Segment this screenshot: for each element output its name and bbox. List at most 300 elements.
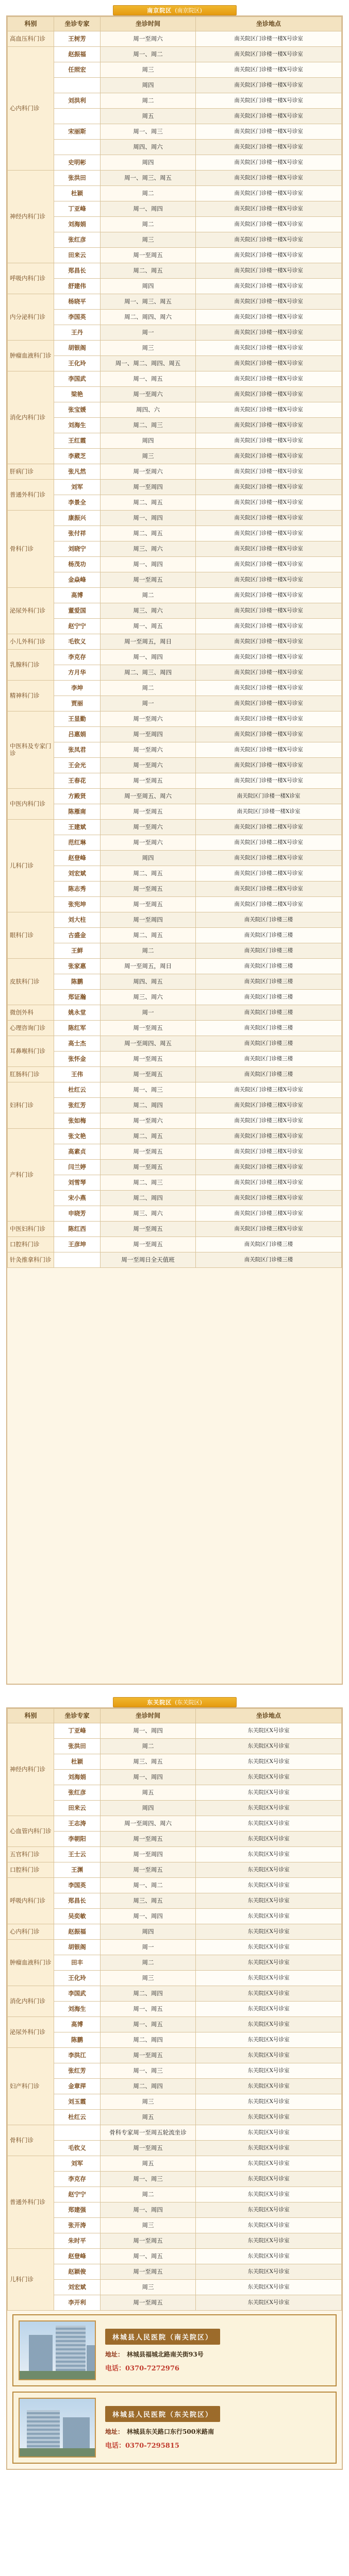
time-cell: 周二 xyxy=(101,93,196,109)
east-ribbon xyxy=(6,1695,343,1709)
table-row xyxy=(8,804,342,820)
time-cell: 周五 xyxy=(101,1785,196,1801)
table-row xyxy=(8,820,342,835)
doctor-cell: 李开利 xyxy=(54,2295,101,2311)
dept-cell: 眼科门诊 xyxy=(8,912,54,959)
table-row xyxy=(8,526,342,541)
dept-cell: 中医妇科门诊 xyxy=(8,1222,54,1237)
table-row xyxy=(8,1144,342,1160)
doctor-cell: 赵登峰 xyxy=(54,851,101,866)
dept-cell: 高血压科门诊 xyxy=(8,31,54,47)
table-row xyxy=(8,1237,342,1252)
location-cell: 南关院区门诊楼一楼X号诊室 xyxy=(196,588,342,603)
location-cell: 南关院区门诊楼二楼X号诊室 xyxy=(196,851,342,866)
table-row xyxy=(8,2218,342,2233)
table-row xyxy=(8,2032,342,2048)
dept-cell: 五官科门诊 xyxy=(8,1847,54,1862)
table-row xyxy=(8,1021,342,1036)
doctor-cell: 张如梅 xyxy=(54,1113,101,1129)
header-dept: 科别 xyxy=(8,1709,54,1723)
table-row xyxy=(8,2249,342,2264)
time-cell: 周一、周三 xyxy=(101,2063,196,2079)
table-row xyxy=(8,1067,342,1082)
dept-cell: 骨科门诊 xyxy=(8,511,54,588)
doctor-cell: 刘海生 xyxy=(54,418,101,433)
table-row xyxy=(8,1971,342,1986)
address-value: 林城县福城北路南关街93号 xyxy=(127,2350,204,2358)
time-cell: 周一 xyxy=(101,325,196,341)
doctor-cell: 张开涛 xyxy=(54,2218,101,2233)
doctor-cell: 王化玲 xyxy=(54,1971,101,1986)
location-cell: 东关院区X号诊室 xyxy=(196,2187,342,2202)
location-cell: 南关院区门诊楼一楼X号诊室 xyxy=(196,62,342,78)
doctor-cell: 毛钦义 xyxy=(54,634,101,650)
doctor-cell: 刘雪琴 xyxy=(54,1175,101,1191)
location-cell: 南关院区门诊楼三楼X号诊室 xyxy=(196,1098,342,1113)
location-cell: 东关院区X号诊室 xyxy=(196,1801,342,1816)
table-row xyxy=(8,511,342,526)
table-row xyxy=(8,201,342,217)
doctor-cell: 杨茂功 xyxy=(54,557,101,572)
table-row xyxy=(8,974,342,990)
table-row xyxy=(8,62,342,78)
doctor-cell: 陈鹏 xyxy=(54,974,101,990)
phone-label: 电话： xyxy=(105,2442,126,2450)
location-cell: 南关院区门诊楼一楼X号诊室 xyxy=(196,681,342,696)
phone-value: 0370-7272976 xyxy=(125,2364,179,2372)
dept-cell: 心内科门诊 xyxy=(8,1924,54,1940)
time-cell: 周一 xyxy=(101,1005,196,1021)
doctor-cell: 赵颖俊 xyxy=(54,2264,101,2280)
table-row xyxy=(8,2156,342,2172)
table-row xyxy=(8,866,342,882)
table-row xyxy=(8,882,342,897)
location-cell: 南关院区门诊楼一楼X号诊室 xyxy=(196,696,342,711)
location-cell: 南关院区门诊楼一楼X号诊室 xyxy=(196,758,342,773)
doctor-cell: 康振兴 xyxy=(54,511,101,526)
table-row xyxy=(8,851,342,866)
doctor-cell: 任照宏 xyxy=(54,62,101,78)
time-cell: 周五 xyxy=(101,109,196,124)
doctor-cell: 方殿贤 xyxy=(54,789,101,804)
time-cell: 周一至周五 xyxy=(101,773,196,789)
table-row xyxy=(8,943,342,959)
doctor-cell: 李国武 xyxy=(54,1986,101,2002)
doctor-cell: 李洪江 xyxy=(54,2048,101,2063)
time-cell: 周一、周三 xyxy=(101,1082,196,1098)
location-cell: 南关院区门诊楼一楼X号诊室 xyxy=(196,402,342,418)
location-cell: 东关院区X号诊室 xyxy=(196,2079,342,2094)
time-cell: 周一、周五 xyxy=(101,2002,196,2017)
time-cell: 周一至周五 xyxy=(101,1237,196,1252)
time-cell: 周三、周五 xyxy=(101,1754,196,1770)
location-cell: 东关院区X号诊室 xyxy=(196,1955,342,1971)
doctor-cell: 杜红云 xyxy=(54,1082,101,1098)
location-cell: 南关院区门诊楼一楼X号诊室 xyxy=(196,665,342,681)
table-row xyxy=(8,1252,342,1268)
time-cell: 周一至周五 xyxy=(101,882,196,897)
time-cell: 周一至周五 xyxy=(101,2295,196,2311)
time-cell: 周一 xyxy=(101,696,196,711)
time-cell: 周四 xyxy=(101,78,196,93)
table-row xyxy=(8,1082,342,1098)
time-cell: 周一至周六 xyxy=(101,711,196,727)
dept-cell: 呼吸内科门诊 xyxy=(8,1878,54,1924)
time-cell: 骨科专家周一至周五轮流坐诊 xyxy=(101,2125,196,2141)
doctor-cell: 王春花 xyxy=(54,773,101,789)
time-cell: 周一至周五，周日 xyxy=(101,959,196,974)
phone-value: 0370-7295815 xyxy=(125,2442,179,2450)
time-cell: 周五 xyxy=(101,2156,196,2172)
location-cell: 东关院区X号诊室 xyxy=(196,2063,342,2079)
address-label: 地址： xyxy=(105,2350,124,2358)
location-cell: 南关院区门诊楼三楼 xyxy=(196,974,342,990)
doctor-cell: 李葳芝 xyxy=(54,449,101,464)
time-cell: 周一、周三 xyxy=(101,2172,196,2187)
time-cell: 周二 xyxy=(101,1955,196,1971)
location-cell: 东关院区X号诊室 xyxy=(196,2280,342,2295)
east-ribbon-subtitle: (东关院区) xyxy=(175,1699,202,1706)
doctor-cell: 宋小燕 xyxy=(54,1191,101,1206)
table-row xyxy=(8,464,342,480)
header-location: 坐诊地点 xyxy=(196,17,342,31)
doctor-cell: 李克存 xyxy=(54,2172,101,2187)
south-header-row xyxy=(8,17,342,31)
east-schedule-table xyxy=(7,1708,342,2311)
table-row xyxy=(8,665,342,681)
doctor-cell: 李国英 xyxy=(54,310,101,325)
time-cell: 周一至周五 xyxy=(101,804,196,820)
doctor-cell: 高博 xyxy=(54,588,101,603)
hospital-building-image xyxy=(19,2320,96,2380)
doctor-cell: 赵宁宁 xyxy=(54,619,101,634)
table-row xyxy=(8,727,342,742)
doctor-cell: 刘军 xyxy=(54,480,101,495)
time-cell: 周一、周五 xyxy=(101,371,196,387)
location-cell: 东关院区X号诊室 xyxy=(196,1878,342,1893)
location-cell: 南关院区门诊楼三楼 xyxy=(196,1067,342,1082)
dept-cell: 中医科及专家门诊 xyxy=(8,711,54,789)
table-row xyxy=(8,1816,342,1832)
time-cell: 周二、周五 xyxy=(101,263,196,279)
location-cell: 南关院区门诊楼二楼X号诊室 xyxy=(196,820,342,835)
time-cell: 周二、周五 xyxy=(101,495,196,511)
table-row xyxy=(8,1222,342,1237)
time-cell: 周三、周五 xyxy=(101,1893,196,1909)
location-cell: 南关院区门诊楼一楼X号诊室 xyxy=(196,325,342,341)
location-cell: 东关院区X号诊室 xyxy=(196,1924,342,1940)
dept-cell: 心内科门诊 xyxy=(8,47,54,171)
doctor-cell: 陈鹏 xyxy=(54,2032,101,2048)
table-row xyxy=(8,1098,342,1113)
table-row xyxy=(8,2264,342,2280)
doctor-cell: 方月华 xyxy=(54,665,101,681)
banner-address xyxy=(105,2427,330,2436)
table-row xyxy=(8,2141,342,2156)
location-cell: 东关院区X号诊室 xyxy=(196,1785,342,1801)
time-cell: 周一、周五 xyxy=(101,619,196,634)
table-row xyxy=(8,1770,342,1785)
location-cell: 南关院区门诊楼一楼X号诊室 xyxy=(196,201,342,217)
time-cell: 周四 xyxy=(101,155,196,171)
header-doctor: 坐诊专家 xyxy=(54,1709,101,1723)
location-cell: 南关院区门诊楼一楼X号诊室 xyxy=(196,279,342,294)
time-cell: 周一至周四 xyxy=(101,480,196,495)
table-row xyxy=(8,619,342,634)
dept-cell: 中医内科门诊 xyxy=(8,789,54,820)
table-row xyxy=(8,696,342,711)
time-cell: 周三 xyxy=(101,2280,196,2295)
doctor-cell: 刘宏斌 xyxy=(54,866,101,882)
dept-cell: 妇科门诊 xyxy=(8,1082,54,1129)
east-table-body xyxy=(8,1723,342,2311)
doctor-cell: 范红琳 xyxy=(54,835,101,851)
location-cell: 东关院区X号诊室 xyxy=(196,1816,342,1832)
table-row xyxy=(8,1739,342,1754)
time-cell: 周二 xyxy=(101,588,196,603)
location-cell: 东关院区X号诊室 xyxy=(196,2218,342,2233)
dept-cell: 呼吸内科门诊 xyxy=(8,263,54,294)
location-cell: 南关院区门诊楼一楼X号诊室 xyxy=(196,294,342,310)
location-cell: 南关院区门诊楼三楼 xyxy=(196,943,342,959)
doctor-cell: 陈雁南 xyxy=(54,804,101,820)
time-cell: 周二、周四 xyxy=(101,1098,196,1113)
location-cell: 南关院区门诊楼三楼X号诊室 xyxy=(196,1144,342,1160)
doctor-cell: 郑昌长 xyxy=(54,263,101,279)
doctor-cell: 王志涛 xyxy=(54,1816,101,1832)
time-cell: 周二、周四 xyxy=(101,2032,196,2048)
location-cell: 东关院区X号诊室 xyxy=(196,1770,342,1785)
doctor-cell: 姚永堂 xyxy=(54,1005,101,1021)
location-cell: 南关院区门诊楼一楼X号诊室 xyxy=(196,727,342,742)
time-cell: 周一至周五 xyxy=(101,572,196,588)
south-ribbon-title: 南京院区 xyxy=(147,7,172,14)
table-row xyxy=(8,1832,342,1847)
doctor-cell: 李坤 xyxy=(54,681,101,696)
doctor-cell: 王渊 xyxy=(54,1862,101,1878)
doctor-cell: 舒建伟 xyxy=(54,279,101,294)
table-row xyxy=(8,1862,342,1878)
time-cell: 周一、周四 xyxy=(101,2202,196,2218)
doctor-cell: 金焱峰 xyxy=(54,572,101,588)
hospital-building-image xyxy=(19,2398,96,2458)
east-ribbon-title: 东关院区 xyxy=(147,1699,172,1706)
location-cell: 东关院区X号诊室 xyxy=(196,1862,342,1878)
time-cell: 周一、周四 xyxy=(101,201,196,217)
doctor-cell: 李克存 xyxy=(54,650,101,665)
doctor-cell: 张红彦 xyxy=(54,232,101,248)
table-row xyxy=(8,93,342,109)
south-table-body xyxy=(8,31,342,1268)
time-cell: 周二、周四 xyxy=(101,2079,196,2094)
location-cell: 东关院区X号诊室 xyxy=(196,2141,342,2156)
dept-cell: 神经内科门诊 xyxy=(8,171,54,263)
time-cell: 周一至周五 xyxy=(101,897,196,912)
location-cell: 南关院区门诊楼一楼X号诊室 xyxy=(196,526,342,541)
doctor-cell: 高博 xyxy=(54,2017,101,2032)
table-row xyxy=(8,2017,342,2032)
table-row xyxy=(8,1847,342,1862)
location-cell: 南关院区门诊楼一楼X号诊室 xyxy=(196,217,342,232)
time-cell: 周二 xyxy=(101,186,196,201)
location-cell: 南关院区门诊楼三楼X号诊室 xyxy=(196,1129,342,1144)
banner-phone xyxy=(105,2440,330,2450)
time-cell: 周三 xyxy=(101,2094,196,2110)
doctor-cell: 赵振福 xyxy=(54,1924,101,1940)
table-row xyxy=(8,603,342,619)
time-cell: 周五 xyxy=(101,2110,196,2125)
doctor-cell: 张洪田 xyxy=(54,1739,101,1754)
header-dept: 科别 xyxy=(8,17,54,31)
table-row xyxy=(8,2002,342,2017)
time-cell: 周二、周五 xyxy=(101,866,196,882)
time-cell: 周一至周四、周五 xyxy=(101,1036,196,1052)
location-cell: 南关院区门诊楼一楼X号诊室 xyxy=(196,650,342,665)
doctor-cell: 王伟 xyxy=(54,1067,101,1082)
doctor-cell: 申晓芳 xyxy=(54,1206,101,1222)
location-cell: 南关院区门诊楼一楼X号诊室 xyxy=(196,541,342,557)
table-row xyxy=(8,1940,342,1955)
time-cell: 周一至周四 xyxy=(101,727,196,742)
table-row xyxy=(8,1801,342,1816)
doctor-cell: 高素贞 xyxy=(54,1144,101,1160)
location-cell: 南关院区门诊楼一楼X号诊室 xyxy=(196,341,342,356)
location-cell: 南关院区门诊楼三楼 xyxy=(196,959,342,974)
table-row xyxy=(8,2094,342,2110)
time-cell: 周一、周三、周五 xyxy=(101,171,196,186)
table-row xyxy=(8,109,342,124)
location-cell: 南关院区门诊楼二楼X号诊室 xyxy=(196,897,342,912)
table-row xyxy=(8,1160,342,1175)
doctor-cell: 丁亚峰 xyxy=(54,201,101,217)
doctor-cell: 刘海娟 xyxy=(54,217,101,232)
time-cell: 周二、周五 xyxy=(101,526,196,541)
header-location: 坐诊地点 xyxy=(196,1709,342,1723)
table-row xyxy=(8,2202,342,2218)
location-cell: 南关院区门诊楼一楼X号诊室 xyxy=(196,634,342,650)
location-cell: 南关院区门诊楼三楼X号诊室 xyxy=(196,1175,342,1191)
doctor-cell: 王士云 xyxy=(54,1847,101,1862)
dept-cell: 骨科门诊 xyxy=(8,2125,54,2156)
location-cell: 东关院区X号诊室 xyxy=(196,1723,342,1739)
doctor-cell: 胡银阁 xyxy=(54,1940,101,1955)
location-cell: 南关院区门诊楼一楼X号诊室 xyxy=(196,742,342,758)
doctor-cell: 田来云 xyxy=(54,1801,101,1816)
time-cell: 周三、周六 xyxy=(101,990,196,1005)
table-row xyxy=(8,557,342,572)
time-cell: 周二 xyxy=(101,1739,196,1754)
dept-cell: 口腔科门诊 xyxy=(8,1862,54,1878)
table-row xyxy=(8,1878,342,1893)
time-cell: 周一至周四 xyxy=(101,1847,196,1862)
dept-cell: 肛肠科门诊 xyxy=(8,1067,54,1082)
table-row xyxy=(8,263,342,279)
doctor-cell: 陈志秀 xyxy=(54,882,101,897)
time-cell: 周二、周四 xyxy=(101,1986,196,2002)
table-row xyxy=(8,155,342,171)
doctor-cell: 赵振福 xyxy=(54,47,101,62)
time-cell: 周一至周六 xyxy=(101,835,196,851)
table-row xyxy=(8,2280,342,2295)
location-cell: 南关院区门诊楼一楼X号诊室 xyxy=(196,711,342,727)
header-doctor: 坐诊专家 xyxy=(54,17,101,31)
doctor-cell: 王会光 xyxy=(54,758,101,773)
location-cell: 东关院区X号诊室 xyxy=(196,2094,342,2110)
doctor-cell: 张宪坤 xyxy=(54,897,101,912)
time-cell: 周一至周六 xyxy=(101,758,196,773)
location-cell: 南关院区门诊楼三楼 xyxy=(196,1005,342,1021)
banner-title: 林城县人民医院（东关院区） xyxy=(105,2406,220,2422)
doctor-cell: 张文艳 xyxy=(54,1129,101,1144)
dept-cell: 普通外科门诊 xyxy=(8,480,54,511)
location-cell: 南关院区门诊楼三楼 xyxy=(196,1021,342,1036)
banner-address xyxy=(105,2350,330,2359)
time-cell: 周一至周六 xyxy=(101,464,196,480)
dept-cell: 小儿外科门诊 xyxy=(8,634,54,650)
location-cell: 南关院区门诊楼一楼X号诊室 xyxy=(196,773,342,789)
banner-info xyxy=(96,2406,330,2450)
dept-cell: 神经内科门诊 xyxy=(8,1723,54,1816)
table-row xyxy=(8,171,342,186)
table-row xyxy=(8,1113,342,1129)
page-root xyxy=(0,7,349,2470)
doctor-cell: 田来云 xyxy=(54,248,101,263)
doctor-cell: 杜颖 xyxy=(54,186,101,201)
table-row xyxy=(8,1036,342,1052)
table-row xyxy=(8,773,342,789)
table-row xyxy=(8,2063,342,2079)
location-cell: 南关院区门诊楼一楼X号诊室 xyxy=(196,603,342,619)
location-cell: 东关院区X号诊室 xyxy=(196,2125,342,2141)
doctor-cell: 王彦坤 xyxy=(54,1237,101,1252)
time-cell: 周二、周五 xyxy=(101,928,196,943)
time-cell: 周二 xyxy=(101,943,196,959)
time-cell: 周一、周四 xyxy=(101,1770,196,1785)
time-cell: 周二、周三、周四 xyxy=(101,665,196,681)
location-cell: 南关院区门诊楼三楼 xyxy=(196,990,342,1005)
table-row xyxy=(8,1909,342,1924)
doctor-cell: 张家惠 xyxy=(54,959,101,974)
table-row xyxy=(8,1206,342,1222)
table-row xyxy=(8,31,342,47)
banner-phone xyxy=(105,2363,330,2372)
table-row xyxy=(8,541,342,557)
doctor-cell: 贾丽 xyxy=(54,696,101,711)
dept-cell: 儿科门诊 xyxy=(8,2249,54,2311)
dept-cell: 微创外科 xyxy=(8,1005,54,1021)
location-cell: 东关院区X号诊室 xyxy=(196,2156,342,2172)
time-cell: 周一至周五、周六 xyxy=(101,789,196,804)
time-cell: 周一至周五 xyxy=(101,1832,196,1847)
table-row xyxy=(8,279,342,294)
doctor-cell: 刘海生 xyxy=(54,2002,101,2017)
location-cell: 南关院区门诊楼三楼 xyxy=(196,912,342,928)
location-cell: 东关院区X号诊室 xyxy=(196,2032,342,2048)
dept-cell: 妇产科门诊 xyxy=(8,2048,54,2125)
time-cell: 周一至周五，周日 xyxy=(101,634,196,650)
doctor-cell: 吴奕敏 xyxy=(54,1909,101,1924)
time-cell: 周一至周五 xyxy=(101,2233,196,2249)
doctor-cell: 朱时平 xyxy=(54,2233,101,2249)
time-cell: 周三 xyxy=(101,2218,196,2233)
doctor-cell: 张付祥 xyxy=(54,526,101,541)
time-cell: 周三、周六 xyxy=(101,1206,196,1222)
doctor-cell xyxy=(54,109,101,124)
table-row xyxy=(8,789,342,804)
location-cell: 南关院区门诊楼一楼X号诊室 xyxy=(196,155,342,171)
location-cell: 东关院区X号诊室 xyxy=(196,2048,342,2063)
location-cell: 南关院区门诊楼三楼X号诊室 xyxy=(196,1222,342,1237)
